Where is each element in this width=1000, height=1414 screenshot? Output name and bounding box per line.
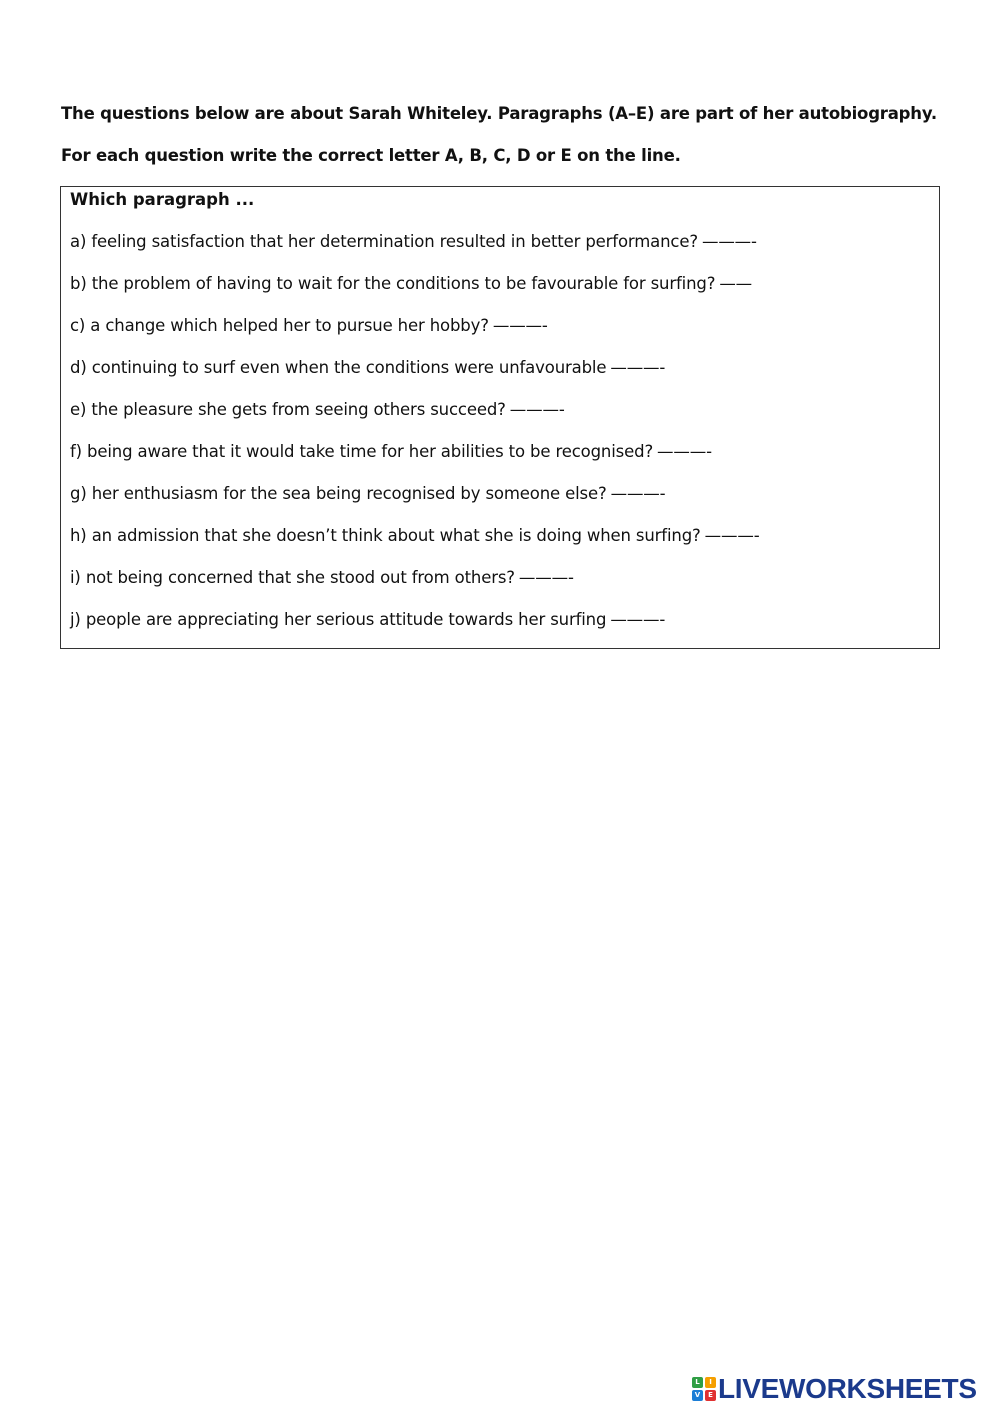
answer-blank[interactable]: ———- xyxy=(509,400,565,419)
question-text: d) continuing to surf even when the conditions were unfavourable xyxy=(70,358,607,377)
question-text: a) feeling satisfaction that her determination resulted in better performance? xyxy=(70,232,698,251)
intro-text-line-1: The questions below are about Sarah Whiteley. Paragraphs (A–E) are part of her autobiography. xyxy=(61,104,937,123)
question-list xyxy=(70,231,760,651)
question-text: c) a change which helped her to pursue her hobby? xyxy=(70,316,489,335)
question-text: e) the pleasure she gets from seeing others succeed? xyxy=(70,400,506,419)
question-text: f) being aware that it would take time for her abilities to be recognised? xyxy=(70,442,654,461)
brand-name: LIVEWORKSHEETS xyxy=(718,1373,977,1404)
answer-blank[interactable]: ———- xyxy=(610,484,666,503)
question-text: h) an admission that she doesn’t think about what she is doing when surfing? xyxy=(70,526,701,545)
answer-blank[interactable]: ———- xyxy=(492,316,548,335)
answer-blank[interactable]: ———- xyxy=(518,568,574,587)
question-d xyxy=(70,357,760,399)
question-text: i) not being concerned that she stood out from others? xyxy=(70,568,515,587)
answer-blank[interactable]: ———- xyxy=(701,232,757,251)
question-j xyxy=(70,609,760,651)
logo-cell: E xyxy=(705,1390,716,1401)
question-text: j) people are appreciating her serious attitude towards her surfing xyxy=(70,610,607,629)
question-i xyxy=(70,567,760,609)
answer-blank[interactable]: ———- xyxy=(657,442,712,461)
question-a xyxy=(70,231,760,273)
logo-cell: L xyxy=(692,1377,703,1388)
answer-blank[interactable]: ———- xyxy=(704,526,760,545)
logo-cell: V xyxy=(692,1390,703,1401)
question-box xyxy=(60,186,940,649)
question-c xyxy=(70,315,760,357)
question-b xyxy=(70,273,760,315)
box-heading: Which paragraph ... xyxy=(70,190,255,209)
question-h xyxy=(70,525,760,567)
question-text: g) her enthusiasm for the sea being recognised by someone else? xyxy=(70,484,607,503)
question-g xyxy=(70,483,760,525)
logo-cell: I xyxy=(705,1377,716,1388)
question-f xyxy=(70,441,760,483)
liveworksheets-logo-icon xyxy=(692,1377,716,1401)
answer-blank[interactable]: —— xyxy=(719,274,753,293)
answer-blank[interactable]: ———- xyxy=(610,358,666,377)
question-e xyxy=(70,399,760,441)
answer-blank[interactable]: ———- xyxy=(610,610,666,629)
question-text: b) the problem of having to wait for the conditions to be favourable for surfing? xyxy=(70,274,716,293)
intro-text-line-2: For each question write the correct letter A, B, C, D or E on the line. xyxy=(61,146,681,165)
liveworksheets-brand[interactable] xyxy=(692,1374,977,1404)
